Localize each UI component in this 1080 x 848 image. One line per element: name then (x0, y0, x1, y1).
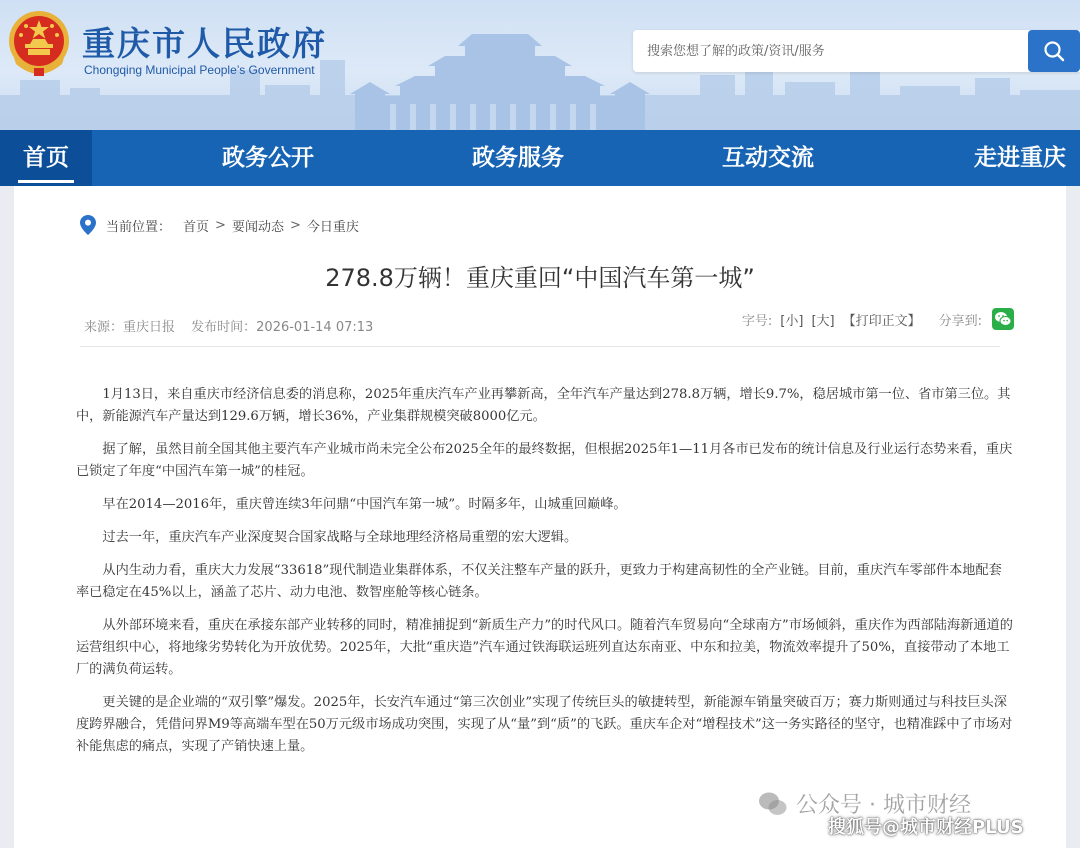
article-body (76, 384, 1014, 769)
nav-item-home[interactable] (0, 130, 92, 186)
breadcrumb-item-news[interactable]: 要闻动态 (231, 219, 284, 235)
article-paragraph: 更关键的是企业端的“双引擎”爆发。2025年，长安汽车通过“第三次创业”实现了传统巨头的敏捷转型，新能源车销量突破百万；赛力斯则通过与科技巨头深度跨界融合，凭借问界M9等高端车型在50万元级市场成功突围，实现了从“量”到“质”的飞跃。重庆车企对“增程技术”这一务实路径的坚守，也精准踩中了市场对补能焦虑的痛点，实现了产销快速上量。 (76, 695, 1013, 754)
wechat-icon (994, 311, 1012, 327)
font-large-button[interactable]: [大] (811, 313, 835, 329)
national-emblem-icon (6, 8, 72, 78)
location-pin-icon (80, 215, 96, 235)
article-paragraph: 早在2014—2016年，重庆曾连续3年问鼎“中国汽车第一城”。时隔多年，山城重回巅峰。 (102, 497, 627, 512)
nav-item-gov-services[interactable]: 政务服务 (472, 145, 564, 171)
nav-active-indicator (18, 180, 74, 183)
article-tools (734, 308, 1014, 330)
breadcrumb-item-today[interactable]: 今日重庆 (306, 219, 359, 235)
main-nav (0, 130, 1080, 186)
search-button[interactable] (1028, 30, 1080, 72)
article-paragraph: 从内生动力看，重庆大力发展“33618”现代制造业集群体系，不仅关注整车产量的跃升，更致力于构建高韧性的全产业链。目前，重庆汽车零部件本地配套率已稳定在45%以上，涵盖了芯片、动力电池、数智座舱等核心链条。 (76, 563, 1002, 600)
article-source: 来源：重庆日报 (84, 320, 176, 335)
wechat-share-button[interactable] (992, 308, 1014, 330)
breadcrumb-item-home[interactable]: 首页 (183, 219, 210, 235)
article-meta (84, 316, 385, 335)
site-name-cn[interactable]: 重庆市人民政府 (82, 24, 327, 63)
article-paragraph: 过去一年，重庆汽车产业深度契合国家战略与全球地理经济格局重塑的宏大逻辑。 (102, 530, 578, 545)
breadcrumb-label: 当前位置： (106, 219, 172, 235)
article-title: 278.8万辆！重庆重回“中国汽车第一城” (325, 264, 755, 292)
watermark-line1: 公众号 · 城市财经 (796, 793, 971, 818)
nav-item-about[interactable]: 走进重庆 (974, 145, 1066, 171)
nav-item-interaction[interactable]: 互动交流 (722, 145, 814, 171)
wechat-watermark-icon (758, 791, 788, 817)
site-name-en[interactable]: Chongqing Municipal People’s Government (84, 63, 315, 77)
search-bar (633, 30, 1080, 72)
share-label: 分享到: (938, 313, 982, 329)
print-button[interactable]: 【打印正文】 (842, 313, 921, 329)
search-input[interactable] (633, 30, 1028, 72)
meta-divider (80, 346, 1000, 347)
font-small-button[interactable]: [小] (780, 313, 804, 329)
nav-item-gov-affairs[interactable]: 政务公开 (222, 145, 314, 171)
article-paragraph: 从外部环境来看，重庆在承接东部产业转移的同时，精准捕捉到“新质生产力”的时代风口。随着汽车贸易向“全球南方”市场倾斜，重庆作为西部陆海新通道的运营组织中心，将地缘劣势转化为开放优势。2025年，大批“重庆造”汽车通过铁海联运班列直达东南亚、中东和拉美，物流效率提升了50%，直接带动了本地工厂的满负荷运转。 (76, 618, 1013, 677)
breadcrumb (80, 214, 359, 236)
article-publish-time: 发布时间：2026-01-14 07:13 (191, 320, 374, 335)
breadcrumb-separator: > (215, 217, 226, 233)
article-paragraph: 据了解，虽然目前全国其他主要汽车产业城市尚未完全公布2025全年的最终数据，但根据2025年1—11月各市已发布的统计信息及行业运行态势来看，重庆已锁定了年度“中国汽车第一城”的桂冠。 (76, 442, 1013, 479)
watermark-sohu: 搜狐号@城市财经PLUS (828, 817, 1024, 838)
font-size-label: 字号: (741, 313, 773, 329)
site-header (0, 0, 1080, 130)
nav-item-label: 首页 (23, 145, 69, 171)
article-container (14, 186, 1066, 848)
search-icon (1042, 39, 1066, 63)
article-paragraph: 1月13日，来自重庆市经济信息委的消息称，2025年重庆汽车产业再攀新高，全年汽车产量达到278.8万辆，增长9.7%，稳居城市第一位、省市第三位。其中，新能源汽车产量达到129.6万辆，增长36%，产业集群规模突破8000亿元。 (76, 387, 1011, 424)
breadcrumb-separator: > (289, 217, 301, 233)
